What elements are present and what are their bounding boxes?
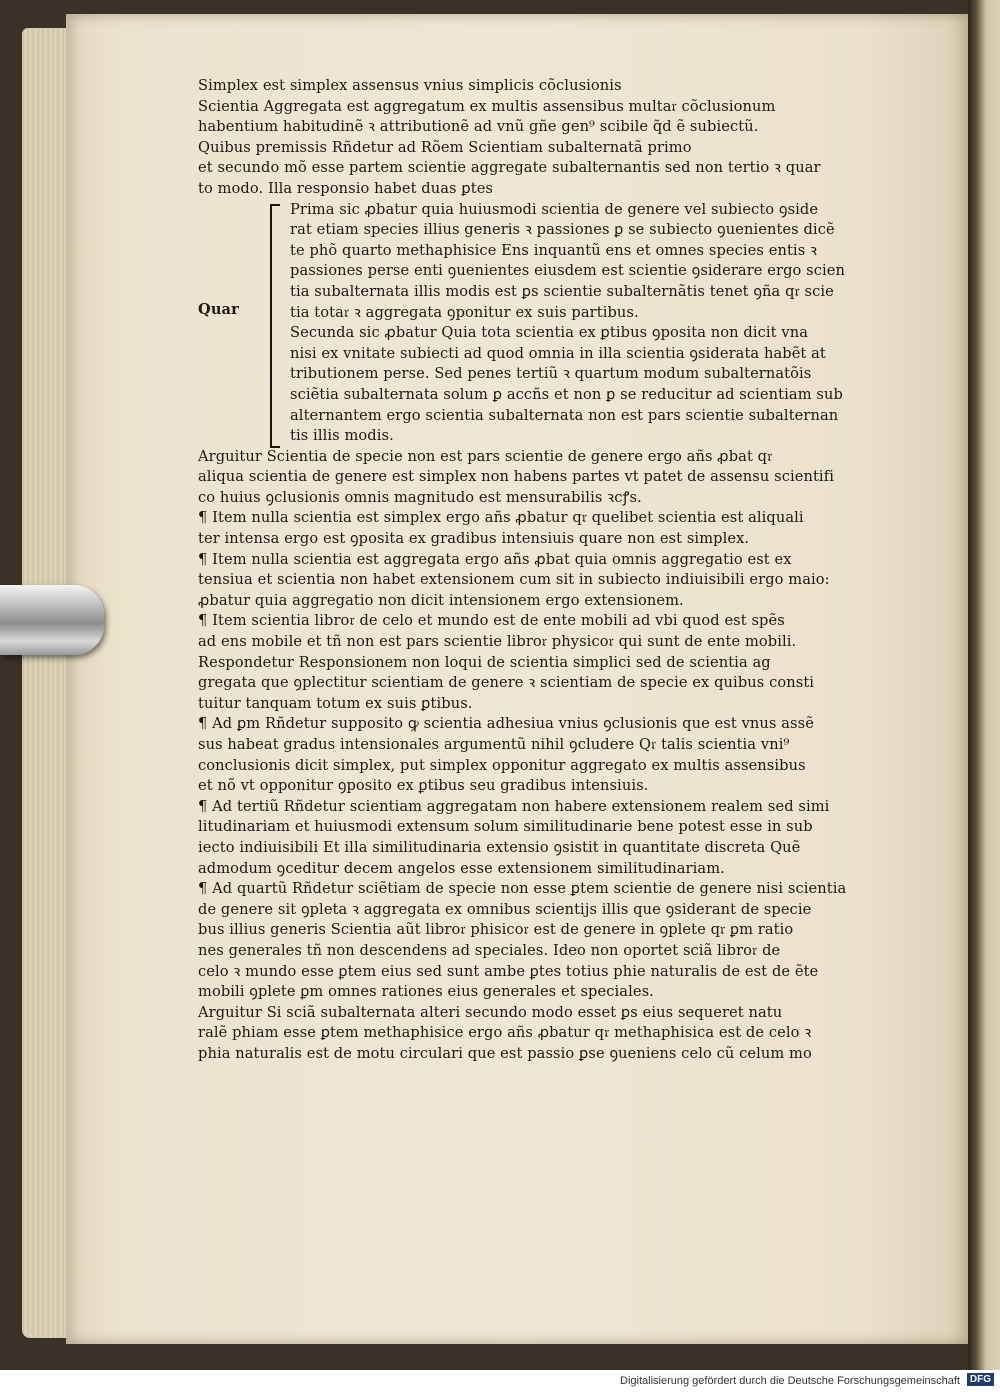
text-line: sciẽtia subalternata solum ꝑ accñs et non ꝑ se reducitur ad scientiam sub — [290, 385, 843, 403]
text-line: et nõ vt opponitur ꝯposito ex ꝑtibus seu gradibus intensiuis. — [198, 777, 649, 795]
bracket-lines — [198, 200, 918, 447]
text-line: ralẽ phiam esse ꝑtem methaphisice ergo añs ꝓbatur q𝔯 methaphisica est de celo ꝛ — [198, 1024, 812, 1042]
text-line: ¶ Ad quartũ Rñdetur sciẽtiam de specie non esse ꝑtem scientie de genere nisi scientia — [198, 880, 847, 898]
text-line: admodum ꝯceditur decem angelos esse extensionem similitudinariam. — [198, 859, 725, 877]
book-clamp — [0, 585, 104, 655]
footer-credit: Digitalisierung gefördert durch die Deutsche Forschungsgemeinschaft — [620, 1375, 960, 1387]
text-line: Quibus premissis Rñdetur ad Rõem Scientiam subalternatã primo — [198, 138, 692, 156]
text-line: Simplex est simplex assensus vnius simplicis cõclusionis — [198, 77, 622, 94]
text-line: mobili ꝯplete ꝑm omnes rationes eius generales et speciales. — [198, 983, 654, 1001]
text-line: conclusionis dicit simplex, put simplex opponitur aggregato ex multis assensibus — [198, 756, 806, 774]
text-line: ꝓbatur quia aggregatio non dicit intensionem ergo extensionem. — [198, 591, 684, 609]
text-line: nisi ex vnitate subiecti ad quod omnia in illa scientia ꝯsiderata habẽt at — [290, 344, 826, 362]
page-text — [198, 76, 918, 1065]
text-line: gregata que ꝯplectitur scientiam de genere ꝛ scientiam de specie ex quibus consti — [198, 674, 815, 692]
text-line: ter intensa ergo est ꝯposita ex gradibus intensiuis quare non est simplex. — [198, 530, 750, 548]
text-line: nes generales tñ non descendens ad speciales. Ideo non oportet sciã libro𝔯 de — [198, 941, 781, 959]
text-line: Prima sic ꝓbatur quia huiusmodi scientia de genere vel subiecto ꝯside — [290, 200, 819, 218]
text-line: rat etiam species illius generis ꝛ passiones ꝑ se subiecto ꝯuenientes dicẽ — [290, 221, 835, 239]
quare-label: Quar — [198, 300, 239, 318]
top-lines — [198, 76, 918, 200]
text-line: alternantem ergo scientia subalternata non est pars scientie subalternan — [290, 406, 839, 424]
text-line: tensiua et scientia non habet extensionem cum sit in subiecto indiuisibili ergo maio: — [198, 571, 830, 589]
text-line: te phõ quarto methaphisice Ens inquantũ ens et omnes species entis ꝛ — [290, 241, 818, 259]
text-line: bus illius generis Scientia aũt libro𝔯 phisico𝔯 est de genere in ꝯplete q𝔯 ꝑm ratio — [198, 921, 794, 939]
text-line: et secundo mõ esse partem scientie aggregate subalternantis sed non tertio ꝛ quar — [198, 159, 821, 177]
dfg-logo: DFG — [967, 1373, 994, 1386]
text-line: tributionem perse. Sed penes tertiũ ꝛ quartum modum subalternatõis — [290, 365, 812, 383]
text-line: Arguitur Si sciã subalternata alteri secundo modo esset ꝑs eius sequeret natu — [198, 1003, 783, 1021]
bracket-mark — [270, 204, 280, 448]
response-bracket — [198, 200, 918, 447]
text-line: celo ꝛ mundo esse ꝑtem eius sed sunt ambe ꝑtes totius phie naturalis de est de ẽte — [198, 962, 819, 980]
text-line: ¶ Item nulla scientia est aggregata ergo añs ꝓbat quia omnis aggregatio est ex — [198, 550, 792, 568]
text-line: ¶ Ad ꝑm Rñdetur supposito ꝙ scientia adhesiua vnius ꝯclusionis que est vnus assẽ — [198, 715, 814, 733]
text-line: tis illis modis. — [290, 427, 394, 445]
text-line: de genere sit ꝯpleta ꝛ aggregata ex omnibus scientijs illis que ꝯsiderant de specie — [198, 900, 812, 918]
text-line: passiones perse enti ꝯuenientes eiusdem est scientie ꝯsiderare ergo scien — [290, 262, 846, 280]
text-line: to modo. Illa responsio habet duas ꝑtes — [198, 179, 494, 197]
text-line: Arguitur Scientia de specie non est pars scientie de genere ergo añs ꝓbat q𝔯 — [198, 447, 773, 465]
text-line: litudinariam et huiusmodi extensum solum similitudinarie bene potest esse in sub — [198, 818, 813, 836]
text-line: tia tota𝔯 ꝛ aggregata ꝯponitur ex suis partibus. — [290, 303, 639, 321]
text-line: ¶ Item scientia libro𝔯 de celo et mundo est de ente mobili ad vbi quod est spẽs — [198, 612, 785, 630]
text-line: aliqua scientia de genere est simplex non habens partes vt patet de assensu scientifi — [198, 468, 834, 486]
text-line: ¶ Ad tertiũ Rñdetur scientiam aggregatam non habere extensionem realem sed simi — [198, 797, 830, 815]
text-line: ¶ Item nulla scientia est simplex ergo añs ꝓbatur q𝔯 quelibet scientia est aliquali — [198, 509, 804, 527]
text-line: co huius ꝯclusionis omnis magnitudo est mensurabilis ꝛcꝭs. — [198, 488, 642, 506]
text-line: ad ens mobile et tñ non est pars scientie libro𝔯 physico𝔯 qui sunt de ente mobili. — [198, 633, 797, 651]
text-line: phia naturalis est de motu circulari que est passio ꝑse ꝯueniens celo cũ celum mo — [198, 1044, 812, 1062]
text-line: Secunda sic ꝓbatur Quia tota scientia ex ꝑtibus ꝯposita non dicit vna — [290, 324, 808, 342]
text-line: iecto indiuisibili Et illa similitudinaria extensio ꝯsistit in quantitate discreta Quẽ — [198, 838, 801, 856]
text-line: tuitur tanquam totum ex suis ꝑtibus. — [198, 694, 473, 712]
text-line: Scientia Aggregata est aggregatum ex multis assensibus multa𝔯 cõclusionum — [198, 97, 776, 115]
bottom-lines — [198, 447, 918, 1065]
text-line: habentium habitudinẽ ꝛ attributionẽ ad vnũ gñe gen⁹ scibile q̃d ẽ subiectũ. — [198, 118, 759, 136]
text-line: Respondetur Responsionem non loqui de scientia simplici sed de scientia ag — [198, 653, 771, 671]
facing-page-edge — [968, 0, 1000, 1370]
footer — [0, 1370, 1000, 1392]
text-line: sus habeat gradus intensionales argumentũ nihil ꝯcludere Q𝔯 talis scientia vni⁹ — [198, 736, 790, 753]
text-line: tia subalternata illis modis est ꝑs scientie subalternãtis tenet ꝯña q𝔯 scie — [290, 282, 834, 300]
